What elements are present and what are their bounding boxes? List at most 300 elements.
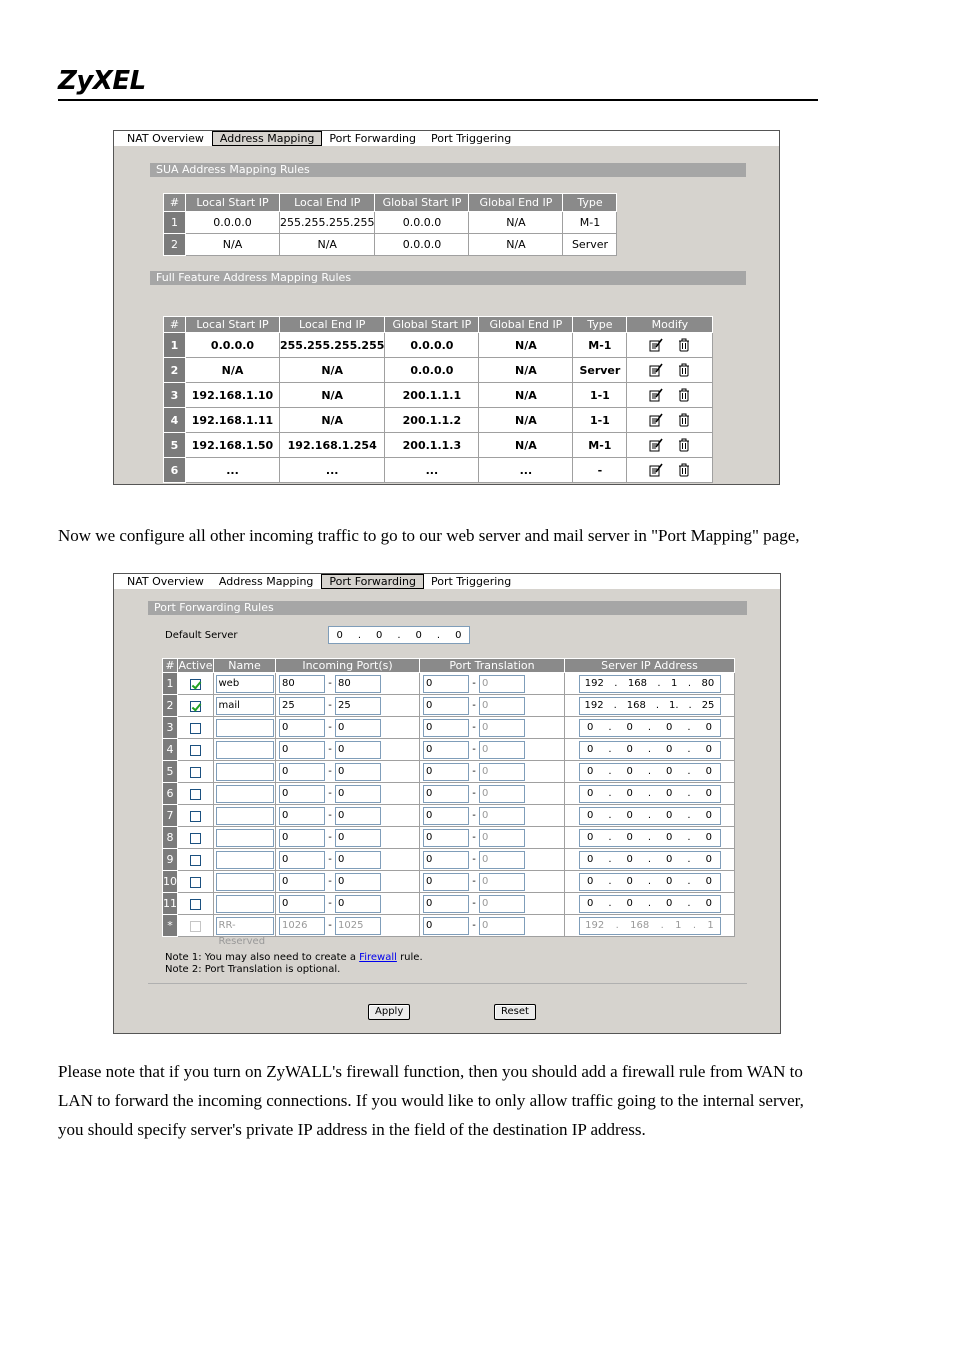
translation-start-input[interactable]: 0 — [423, 895, 469, 913]
ip-octet: 1 — [707, 920, 714, 931]
port-forwarding-table — [162, 658, 735, 947]
name-cell — [214, 717, 276, 739]
table-row — [163, 849, 735, 871]
range-separator: - — [328, 722, 332, 733]
ip-dot: . — [687, 810, 691, 821]
incoming-port-end-input[interactable]: 80 — [335, 675, 381, 693]
range-separator: - — [472, 700, 476, 711]
range-separator: - — [472, 678, 476, 689]
full-feature-table — [163, 316, 713, 483]
ip-dot: . — [687, 832, 691, 843]
row-number: 3 — [164, 383, 186, 408]
range-separator: - — [328, 678, 332, 689]
ip-octet: 0 — [666, 898, 673, 909]
port-forwarding-screenshot — [113, 573, 781, 1034]
ip-octet: 168 — [630, 920, 650, 931]
table-row — [164, 358, 713, 383]
cell: 0.0.0.0 — [385, 333, 479, 358]
port-translation-cell — [420, 805, 565, 827]
translation-end-input[interactable]: 0 — [479, 807, 525, 825]
cell: 192.168.1.50 — [186, 433, 280, 458]
sua-header-row — [164, 194, 617, 212]
row-number: 3 — [163, 717, 178, 739]
tab-port-triggering[interactable]: Port Triggering — [424, 131, 519, 146]
pf-header-row — [163, 659, 735, 673]
paragraph-port-mapping: Now we configure all other incoming traffic to go to our web server and mail server in "Port Mapping" page, — [58, 526, 800, 545]
ip-octet: 0 — [626, 898, 633, 909]
name-input[interactable] — [216, 873, 274, 891]
cell: N/A — [280, 358, 385, 383]
server-ip-input[interactable] — [579, 873, 721, 891]
trash-icon[interactable] — [677, 338, 691, 352]
active-checkbox[interactable] — [190, 921, 201, 932]
cell: ... — [280, 458, 385, 483]
address-mapping-screenshot — [113, 130, 780, 485]
edit-icon[interactable] — [649, 388, 663, 402]
trash-icon[interactable] — [677, 363, 691, 377]
translation-start-input[interactable]: 0 — [423, 829, 469, 847]
ip-octet: 0 — [626, 810, 633, 821]
name-input[interactable] — [216, 829, 274, 847]
modify-cell — [627, 433, 713, 458]
active-checkbox[interactable] — [190, 855, 201, 866]
server-ip-cell — [565, 805, 735, 827]
edit-icon[interactable] — [649, 413, 663, 427]
cell: 192.168.1.11 — [186, 408, 280, 433]
translation-end-input[interactable]: 0 — [479, 895, 525, 913]
apply-button[interactable]: Apply — [368, 1004, 410, 1020]
table-row — [164, 433, 713, 458]
name-cell — [214, 761, 276, 783]
ip-octet: 0 — [705, 876, 712, 887]
modify-icons — [627, 363, 712, 377]
active-checkbox[interactable] — [190, 899, 201, 910]
incoming-port-start-input[interactable]: 0 — [279, 895, 325, 913]
translation-start-input[interactable]: 0 — [423, 873, 469, 891]
server-ip-input[interactable] — [579, 917, 721, 935]
incoming-port-end-input[interactable]: 0 — [335, 829, 381, 847]
name-input[interactable] — [216, 741, 274, 759]
tab-port-triggering[interactable]: Port Triggering — [424, 574, 519, 589]
table-row — [163, 695, 735, 717]
cell: 200.1.1.3 — [385, 433, 479, 458]
reset-button[interactable]: Reset — [494, 1004, 536, 1020]
server-ip-input[interactable] — [579, 763, 721, 781]
translation-end-input[interactable]: 0 — [479, 719, 525, 737]
server-ip-input[interactable] — [579, 675, 721, 693]
active-checkbox[interactable] — [190, 877, 201, 888]
incoming-port-end-input[interactable]: 0 — [335, 763, 381, 781]
server-ip-input[interactable] — [579, 807, 721, 825]
ip-octet: 192 — [584, 700, 604, 711]
port-translation-cell — [420, 871, 565, 893]
row-number: 5 — [163, 761, 178, 783]
edit-icon[interactable] — [649, 338, 663, 352]
paragraph-line: LAN to forward the incoming connections. If you would like to only allow traffic going to the internal server, — [58, 1091, 804, 1110]
translation-end-input[interactable]: 0 — [479, 829, 525, 847]
table-row — [163, 805, 735, 827]
ip-octet: 192 — [584, 678, 604, 689]
active-checkbox[interactable] — [190, 745, 201, 756]
full-header-row — [164, 317, 713, 333]
edit-icon[interactable] — [649, 363, 663, 377]
table-row — [164, 333, 713, 358]
col-header: Type — [563, 194, 617, 212]
row-number: 10 — [163, 871, 178, 893]
name-input[interactable] — [216, 785, 274, 803]
incoming-port-end-input[interactable]: 1025 — [335, 917, 381, 935]
table-row — [163, 717, 735, 739]
server-ip-cell — [565, 849, 735, 871]
translation-start-input[interactable]: 0 — [423, 697, 469, 715]
ip-octet: 0 — [705, 832, 712, 843]
active-checkbox[interactable] — [190, 679, 201, 690]
ip-dot: . — [687, 766, 691, 777]
col-header: # — [164, 317, 186, 333]
incoming-port-cell — [276, 827, 420, 849]
ip-octet: 1 — [671, 678, 678, 689]
server-ip-cell — [565, 893, 735, 915]
incoming-port-start-input[interactable]: 0 — [279, 873, 325, 891]
name-input[interactable]: web — [216, 675, 274, 693]
tab-address-mapping[interactable]: Address Mapping — [212, 574, 322, 589]
cell: 0.0.0.0 — [375, 212, 469, 234]
active-cell — [178, 893, 214, 915]
cell: 1-1 — [573, 408, 627, 433]
translation-start-input[interactable]: 0 — [423, 675, 469, 693]
incoming-port-start-input[interactable]: 0 — [279, 785, 325, 803]
translation-start-input[interactable]: 0 — [423, 741, 469, 759]
cell: N/A — [479, 408, 573, 433]
ip-octet: 0 — [705, 722, 712, 733]
ip-octet: 0 — [586, 788, 594, 799]
translation-start-input[interactable]: 0 — [423, 763, 469, 781]
tab-nat-overview[interactable]: NAT Overview — [120, 574, 212, 589]
col-header: Name — [214, 659, 276, 673]
incoming-port-end-input[interactable]: 0 — [335, 807, 381, 825]
cell: Server — [563, 234, 617, 256]
ip-dot: . — [647, 788, 652, 799]
incoming-port-start-input[interactable]: 0 — [279, 719, 325, 737]
ip-octet: 1 — [675, 920, 682, 931]
row-number: 2 — [163, 695, 178, 717]
ip-octet: 168 — [626, 700, 646, 711]
range-separator: - — [472, 722, 476, 733]
cell: 255.255.255.255 — [280, 333, 385, 358]
active-cell — [178, 717, 214, 739]
server-ip-input[interactable] — [579, 785, 721, 803]
row-number: 1 — [164, 212, 186, 234]
modify-cell — [627, 383, 713, 408]
incoming-port-cell — [276, 695, 420, 717]
translation-start-input[interactable]: 0 — [423, 851, 469, 869]
ip-dot: . — [647, 810, 652, 821]
ip-octet: 0 — [666, 854, 673, 865]
cell: N/A — [469, 234, 563, 256]
ip-dot: . — [692, 920, 697, 931]
name-input[interactable] — [216, 895, 274, 913]
port-translation-cell — [420, 915, 565, 937]
name-input[interactable] — [216, 851, 274, 869]
ip-octet: 0 — [666, 832, 673, 843]
ip-dot: . — [647, 832, 652, 843]
cell: - — [573, 458, 627, 483]
ip-octet: 0 — [586, 898, 594, 909]
incoming-port-end-input[interactable]: 0 — [335, 873, 381, 891]
row-number: 8 — [163, 827, 178, 849]
name-cell — [214, 849, 276, 871]
range-separator: - — [328, 854, 332, 865]
name-input[interactable] — [216, 719, 274, 737]
row-number: 9 — [163, 849, 178, 871]
active-cell — [178, 827, 214, 849]
table-row — [163, 761, 735, 783]
name-cell — [214, 893, 276, 915]
incoming-port-end-input[interactable]: 0 — [335, 741, 381, 759]
modify-cell — [627, 408, 713, 433]
name-cell — [214, 805, 276, 827]
default-server-ip-field[interactable]: 0 . 0 . 0 . 0 — [328, 626, 470, 644]
cell: M-1 — [573, 333, 627, 358]
active-checkbox[interactable] — [190, 723, 201, 734]
row-number: 2 — [164, 234, 186, 256]
incoming-port-end-input[interactable]: 0 — [335, 785, 381, 803]
name-input[interactable]: RR-Reserved — [216, 917, 274, 935]
server-ip-cell — [565, 761, 735, 783]
full-feature-section-title: Full Feature Address Mapping Rules — [150, 271, 746, 285]
tab-port-forwarding[interactable]: Port Forwarding — [321, 574, 424, 589]
incoming-port-end-input[interactable]: 0 — [335, 895, 381, 913]
port-translation-cell — [420, 827, 565, 849]
incoming-port-cell — [276, 871, 420, 893]
range-separator: - — [472, 788, 476, 799]
table-row — [164, 383, 713, 408]
translation-start-input[interactable]: 0 — [423, 807, 469, 825]
col-header: Active — [178, 659, 213, 672]
incoming-port-start-input[interactable]: 80 — [279, 675, 325, 693]
ip-octet: 0 — [666, 876, 673, 887]
note-1-suffix: rule. — [396, 952, 423, 963]
incoming-port-start-input[interactable]: 0 — [279, 763, 325, 781]
ip-dot: . — [647, 898, 652, 909]
server-ip-input[interactable] — [579, 697, 721, 715]
translation-end-input[interactable]: 0 — [479, 851, 525, 869]
ip-octet: 1. — [668, 700, 679, 711]
range-separator: - — [472, 920, 476, 931]
tab-nat-overview[interactable]: NAT Overview — [120, 131, 212, 146]
ip-dot: . — [608, 832, 612, 843]
translation-start-input[interactable]: 0 — [423, 917, 469, 935]
active-cell — [178, 695, 214, 717]
table-row — [163, 915, 735, 937]
range-separator: - — [328, 700, 332, 711]
ip-dot: . — [657, 678, 661, 689]
modify-icons — [627, 388, 712, 402]
server-ip-input[interactable] — [579, 895, 721, 913]
ip-octet: 0 — [586, 854, 594, 865]
incoming-port-start-input[interactable]: 1026 — [279, 917, 325, 935]
ip-octet: 0 — [586, 744, 594, 755]
ip-octet: 0 — [586, 766, 594, 777]
table-row — [164, 234, 617, 256]
ip-dot: . — [687, 744, 691, 755]
note-2: Note 2: Port Translation is optional. — [165, 964, 341, 975]
active-cell — [178, 673, 214, 695]
translation-end-input[interactable]: 0 — [479, 917, 525, 935]
table-row — [164, 408, 713, 433]
trash-icon[interactable] — [677, 388, 691, 402]
ip-octet: 0 — [586, 810, 594, 821]
ip-octet: 0 — [666, 788, 673, 799]
server-ip-cell — [565, 827, 735, 849]
range-separator: - — [472, 876, 476, 887]
active-checkbox[interactable] — [190, 767, 201, 778]
server-ip-cell — [565, 695, 735, 717]
port-translation-cell — [420, 695, 565, 717]
server-ip-input[interactable] — [579, 851, 721, 869]
col-header: Server IP Address — [565, 659, 735, 673]
server-ip-input[interactable] — [579, 719, 721, 737]
incoming-port-cell — [276, 805, 420, 827]
ip-octet: 0 — [626, 876, 633, 887]
note-1-text: Note 1: You may also need to create a — [165, 952, 360, 963]
tab-address-mapping[interactable]: Address Mapping — [212, 131, 323, 146]
translation-end-input[interactable]: 0 — [479, 741, 525, 759]
translation-start-input[interactable]: 0 — [423, 719, 469, 737]
incoming-port-start-input[interactable]: 25 — [279, 697, 325, 715]
default-server-label: Default Server — [165, 630, 238, 641]
firewall-link[interactable]: Firewall — [359, 952, 397, 963]
trash-icon[interactable] — [677, 413, 691, 427]
modify-cell — [627, 358, 713, 383]
ip-octet: 0 — [666, 744, 673, 755]
col-header: # — [163, 659, 178, 673]
trash-icon[interactable] — [677, 463, 691, 477]
range-separator: - — [472, 744, 476, 755]
name-input[interactable]: mail — [216, 697, 274, 715]
note-1 — [165, 952, 423, 964]
ip-octet: 0 — [626, 832, 633, 843]
active-checkbox[interactable] — [190, 833, 201, 844]
range-separator: - — [328, 898, 332, 909]
ip-dot: . — [660, 920, 664, 931]
incoming-port-start-input[interactable]: 0 — [279, 851, 325, 869]
ip-octet: 0 — [626, 722, 633, 733]
cell: 200.1.1.2 — [385, 408, 479, 433]
cell: N/A — [280, 383, 385, 408]
ip-octet: 0 — [626, 744, 633, 755]
incoming-port-start-input[interactable]: 0 — [279, 807, 325, 825]
ip-octet: 168 — [627, 678, 647, 689]
name-input[interactable] — [216, 763, 274, 781]
server-ip-input[interactable] — [579, 741, 721, 759]
translation-end-input[interactable]: 0 — [479, 873, 525, 891]
active-checkbox[interactable] — [190, 789, 201, 800]
sua-table — [163, 193, 617, 256]
table-row — [164, 458, 713, 483]
incoming-port-cell — [276, 915, 420, 937]
ip-dot: . — [614, 678, 618, 689]
modify-icons — [627, 463, 712, 477]
incoming-port-start-input[interactable]: 0 — [279, 829, 325, 847]
translation-start-input[interactable]: 0 — [423, 785, 469, 803]
port-translation-cell — [420, 673, 565, 695]
ip-octet: 25 — [701, 700, 715, 711]
cell: 192.168.1.10 — [186, 383, 280, 408]
active-cell — [178, 805, 214, 827]
trash-icon[interactable] — [677, 438, 691, 452]
range-separator: - — [328, 766, 332, 777]
ip-dot: . — [687, 678, 692, 689]
name-input[interactable] — [216, 807, 274, 825]
range-separator: - — [472, 832, 476, 843]
col-header: Incoming Port(s) — [276, 659, 420, 673]
translation-end-input[interactable]: 0 — [479, 763, 525, 781]
name-cell — [214, 695, 276, 717]
table-row — [163, 893, 735, 915]
range-separator: - — [328, 876, 332, 887]
incoming-port-end-input[interactable]: 25 — [335, 697, 381, 715]
active-checkbox[interactable] — [190, 701, 201, 712]
ip-octet: 0 — [705, 744, 712, 755]
table-row — [163, 827, 735, 849]
tab-port-forwarding[interactable]: Port Forwarding — [322, 131, 424, 146]
header-rule — [58, 99, 818, 101]
name-cell — [214, 739, 276, 761]
table-row — [163, 783, 735, 805]
translation-end-input[interactable]: 0 — [479, 697, 525, 715]
row-number: 6 — [164, 458, 186, 483]
active-cell — [178, 761, 214, 783]
table-row — [163, 673, 735, 695]
ip-dot: . — [613, 700, 617, 711]
row-number: 2 — [164, 358, 186, 383]
cell: 0.0.0.0 — [186, 333, 280, 358]
ip-octet: 0 — [666, 766, 673, 777]
range-separator: - — [472, 766, 476, 777]
translation-end-input[interactable]: 0 — [479, 785, 525, 803]
ip-octet: 80 — [701, 678, 715, 689]
incoming-port-cell — [276, 893, 420, 915]
sua-section-title: SUA Address Mapping Rules — [150, 163, 746, 177]
ip-dot: . — [608, 898, 612, 909]
server-ip-input[interactable] — [579, 829, 721, 847]
ip-dot: . — [647, 854, 652, 865]
cell: Server — [573, 358, 627, 383]
server-ip-cell — [565, 915, 735, 937]
modify-icons — [627, 438, 712, 452]
translation-end-input[interactable]: 0 — [479, 675, 525, 693]
row-number: 11 — [163, 893, 178, 915]
incoming-port-start-input[interactable]: 0 — [279, 741, 325, 759]
ip-dot: . — [608, 854, 612, 865]
cell: ... — [186, 458, 280, 483]
incoming-port-end-input[interactable]: 0 — [335, 851, 381, 869]
port-translation-cell — [420, 893, 565, 915]
col-header: # — [164, 194, 186, 212]
cell: ... — [479, 458, 573, 483]
edit-icon[interactable] — [649, 438, 663, 452]
active-cell — [178, 783, 214, 805]
edit-icon[interactable] — [649, 463, 663, 477]
active-cell — [178, 915, 214, 937]
range-separator: - — [328, 832, 332, 843]
ip-octet: 0 — [705, 854, 712, 865]
active-checkbox[interactable] — [190, 811, 201, 822]
server-ip-cell — [565, 673, 735, 695]
incoming-port-end-input[interactable]: 0 — [335, 719, 381, 737]
ip-octet: 0 — [376, 629, 383, 641]
